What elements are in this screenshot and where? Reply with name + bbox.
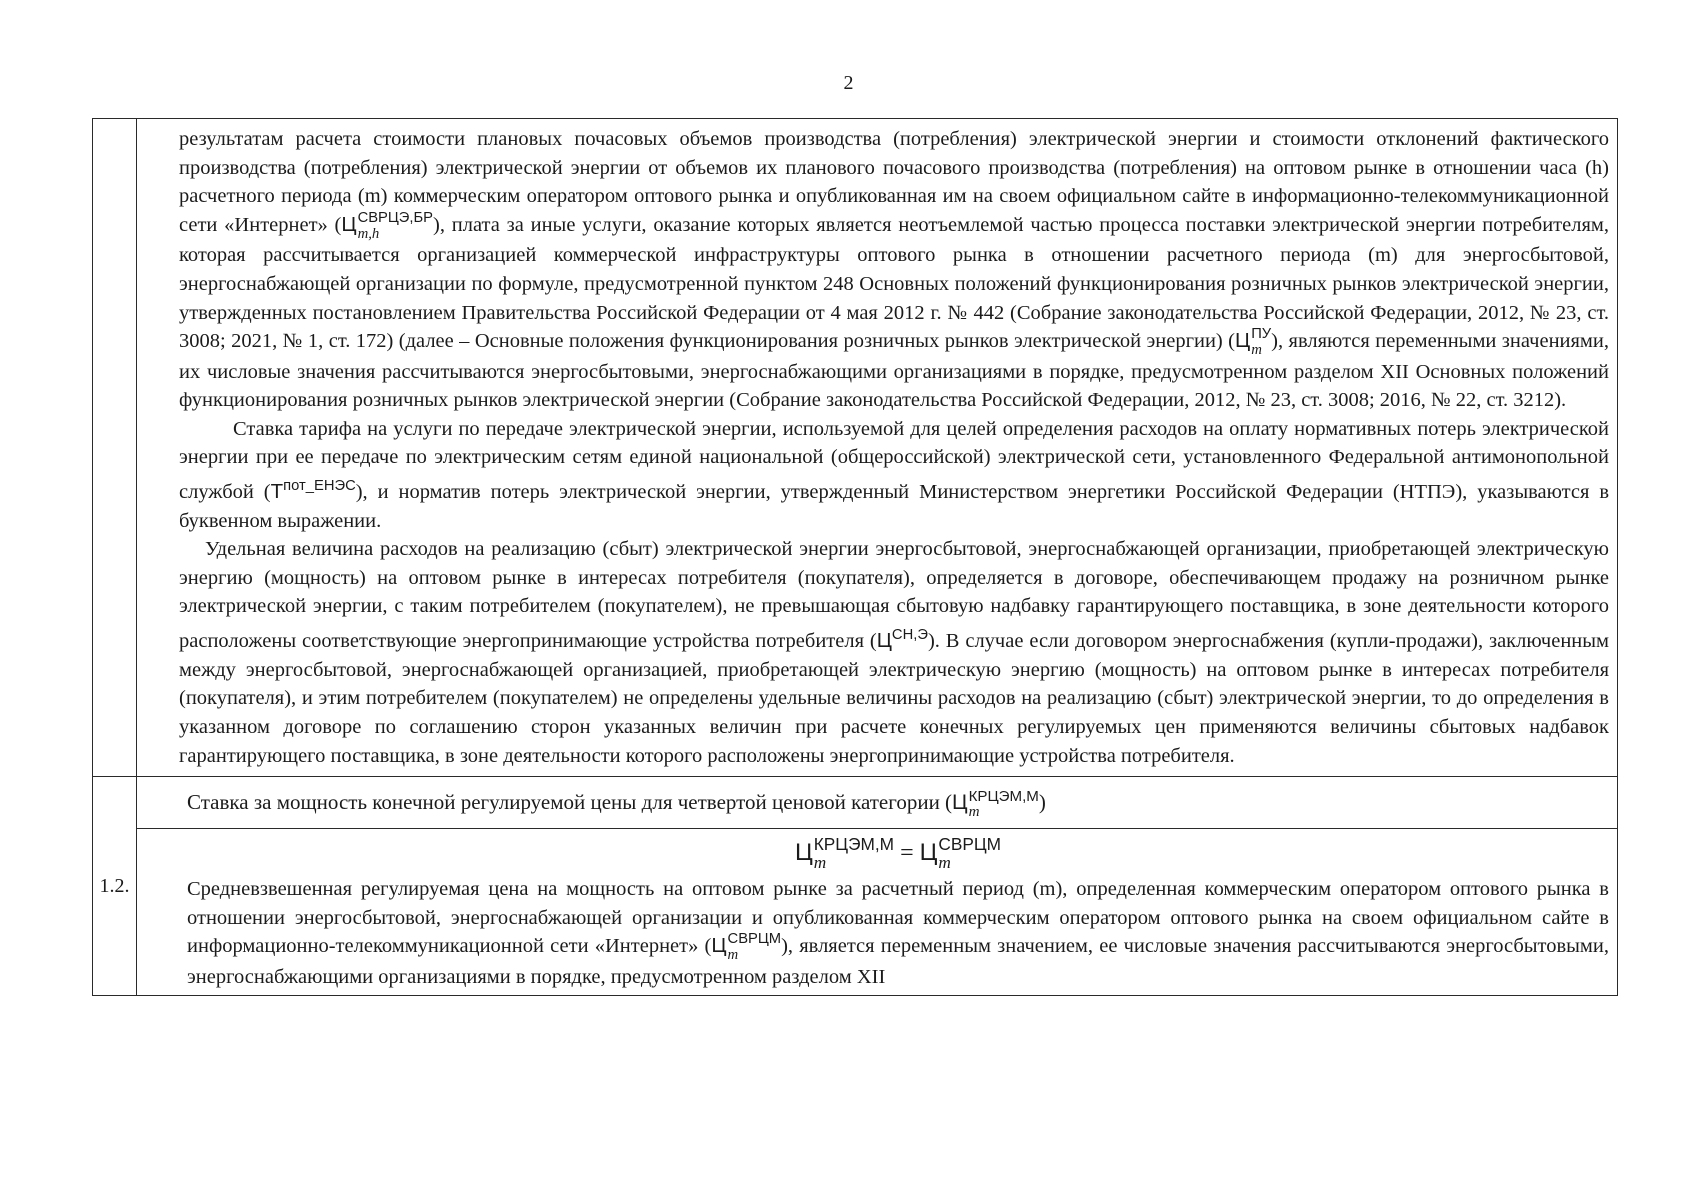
row-heading-cell (137, 777, 1618, 829)
section-heading: Ставка за мощность конечной регулируемой цены для четвертой ценовой категории (Ц КРЦЭМ,М m ) (187, 787, 1046, 820)
paragraph-weighted-price: Средневзвешенная регулируемая цена на мощность на оптовом рынке за расчетный период (m), определенная коммерческим оператором оптового рынка в отношении энергосбытовой, энергоснабжающей организации и опубликованная коммерческим оператором оптового рынка на своем официальном сайте в информационно-телекоммуникационной сети «Интернет» (Ц СВРЦМ m ), является переменным значением, ее числовые значения рассчитываются энергосбытовыми, энергоснабжающими организациями в порядке, предусмотренном разделом XII (187, 878, 1609, 988)
symbol-c-svrcm: Ц СВРЦМ m (711, 931, 782, 964)
table-row-continuation (93, 119, 1618, 777)
symbol-c-krcem-m: Ц КРЦЭМ,М m (952, 787, 1039, 820)
formula-equals: = (900, 840, 914, 867)
page-number: 2 (843, 72, 854, 94)
formula-rhs: Ц СВРЦМ m (919, 833, 1002, 872)
symbol-c-pu: Ц ПУ m (1235, 326, 1272, 358)
price-components-table (92, 118, 1618, 996)
paragraph-tariff-rate: Ставка тарифа на услуги по передаче электрической энергии, используемой для целей определения расходов на оплату нормативных потерь электрической энергии при ее передаче по электрическим сетям единой национальной (общероссийской) электрической сети, установленного Федеральной антимонопольной службой $(Т^{пот\_ЕНЭС})$, и норматив потерь электрической энергии, утвержденный Министерством энергетики Российской Федерации (НТПЭ), указываются в буквенном выражении. (179, 417, 1610, 532)
row-number-cell-empty (93, 119, 137, 777)
formula-lhs: Ц КРЦЭМ,М m (794, 833, 895, 872)
paragraph-cost-components: результатам расчета стоимости плановых почасовых объемов производства (потребления) электрической энергии и стоимости отклонений фактического производства (потребления) электрической энергии от объемов их планового почасового производства (потребления) на оптовом рынке в отношении часа (h) расчетного периода (m) коммерческим оператором оптового рынка и опубликованная им на своем официальном сайте в информационно-телекоммуникационной сети «Интернет» (Ц СВРЦЭ,БР m,h ), плата за иные услуги, оказание которых является неотъемлемой частью процесса поставки электрической энергии потребителям, которая рассчитывается организацией коммерческой инфраструктуры оптового рынка в отношении расчетного периода (m) для энергосбытовой, энергоснабжающей организации по формуле, предусмотренной пунктом 248 Основных положений функционирования розничных рынков электрической энергии, утвержденных постановлением Правительства Российской Федерации от 4 мая 2012 г. № 442 (Собрание законодательства Российской Федерации, 2012, № 23, ст. 3008; 2021, № 1, ст. 172) (далее – Основные положения функционирования розничных рынков электрической энергии) (Ц ПУ m ), являются переменными значениями, их числовые значения рассчитываются энергосбытовыми, энергоснабжающими организациями в порядке, предусмотренном разделом XII Основных положений функционирования розничных рынков электрической энергии (Собрание законодательства Российской Федерации, 2012, № 23, ст. 3008; 2016, № 22, ст. 3212). (179, 128, 1610, 412)
formula (187, 833, 1609, 873)
row-formula-cell (137, 829, 1618, 996)
table-row-1-2-heading (93, 777, 1618, 829)
symbol-c-sn-e: $Ц^{СН,Э}$ (876, 627, 928, 653)
table-row-1-2-body (93, 829, 1618, 996)
symbol-c-svrcze-br: Ц СВРЦЭ,БР m,h (341, 209, 434, 242)
row-text-cell (137, 119, 1618, 777)
row-number-cell: 1.2. (93, 777, 137, 996)
paragraph-sales-expenses: Удельная величина расходов на реализацию (сбыт) электрической энергии энергосбытовой, энергоснабжающей организации, приобретающей электрическую энергию (мощность) на оптовом рынке в интересах потребителя (покупателя), определяется в договоре, обеспечивающем продажу на розничном рынке электрической энергии, с таким потребителем (покупателем), не превышающая сбытовую надбавку гарантирующего поставщика, в зоне деятельности которого расположены соответствующие энергопринимающие устройства потребителя $(Ц^{СН,Э})$. В случае если договором энергоснабжения (купли-продажи), заключенным между энергосбытовой, энергоснабжающей организацией, приобретающей электрическую энергию (мощность) на оптовом рынке в интересах потребителя (покупателя), и этим потребителем (покупателем) не определены удельные величины расходов на реализацию (сбыт) электрической энергии, то до определения в указанном договоре по соглашению сторон указанных величин при расчете конечных регулируемых цен применяются величины сбытовых надбавок гарантирующего поставщика, в зоне деятельности которого расположены энергопринимающие устройства потребителя. (179, 538, 1610, 767)
symbol-t-pot-enes: $Т^{пот\_ЕНЭС}$ (270, 478, 356, 504)
